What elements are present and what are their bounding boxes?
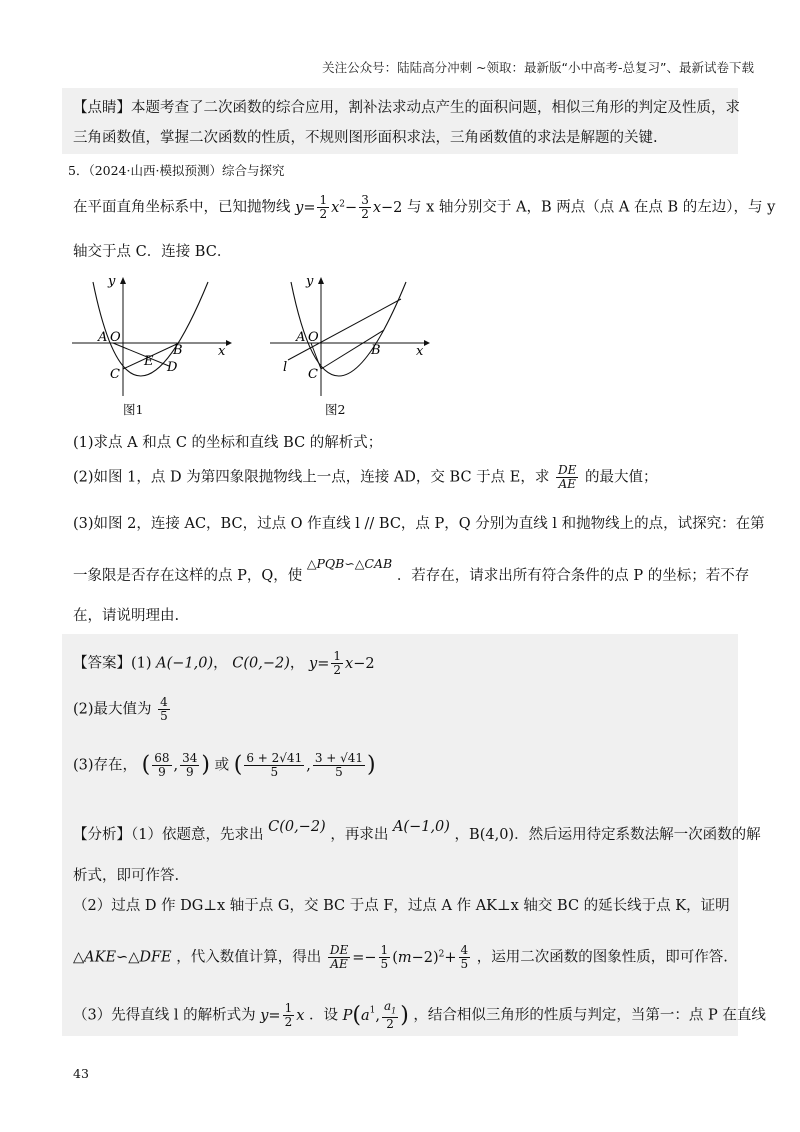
answer-2 xyxy=(73,696,172,723)
fig1-x-arrow xyxy=(226,340,232,346)
fig1-label-e: E xyxy=(144,354,154,369)
answer-2-label: (2)最大值为 xyxy=(73,701,152,718)
fig2-label-x: x xyxy=(416,344,424,359)
answer-p1-x-den: 9 xyxy=(158,765,166,779)
figure-2 xyxy=(266,270,436,400)
fig2-label-l: l xyxy=(283,360,288,375)
problem-intro xyxy=(73,194,775,221)
fig2-y-arrow xyxy=(318,277,324,284)
fig1-line-ad xyxy=(113,343,169,366)
analysis-2-line-1: （2）过点 D 作 DG⊥x 轴于点 G，交 BC 于点 F，过点 A 作 AK⊥x 轴交 BC 的延长线于点 K，证明 xyxy=(73,898,730,914)
answer-or: 或 xyxy=(214,757,230,774)
q2-frac-numerator: DE xyxy=(557,463,577,477)
fig2-label-o: O xyxy=(308,330,319,345)
fig1-label-a: A xyxy=(98,330,108,345)
analysis-point-c: C(0,−2) xyxy=(268,819,326,835)
page-number: 43 xyxy=(73,1066,89,1081)
parabola-formula: y= $\frac{1}{2}$ $x^2-$ $\frac{3}{2}$ x−2 xyxy=(295,193,403,221)
q3-line2-post: ．若存在，请求出所有符合条件的点 P 的坐标；若不存 xyxy=(396,568,750,584)
problem-intro-line2: 轴交于点 C．连接 BC． xyxy=(73,244,232,260)
question-1: (1)求点 A 和点 C 的坐标和直线 BC 的解析式； xyxy=(73,435,383,451)
comment-line-1: 【点睛】本题考查了二次函数的综合应用，割补法求动点产生的面积问题，相似三角形的判定及性质，求 xyxy=(73,100,740,116)
analysis-point-a: A(−1,0) xyxy=(392,819,450,835)
analysis-2-formula: $\frac{DE}{AE}$ =− $\frac{1}{5}$ $(m-2)^2+$ $\frac{4}{5}$ xyxy=(329,943,469,971)
answer-3-label: (3)存在， xyxy=(73,757,138,774)
analysis-2-line-2 xyxy=(73,944,728,971)
fig1-label-o: O xyxy=(110,330,121,345)
intro-pre: 在平面直角坐标系中，已知抛物线 xyxy=(73,199,291,216)
fig2-x-arrow xyxy=(424,340,430,346)
answer-p2-y-num: 3 + √41 xyxy=(314,751,364,765)
q2-fraction xyxy=(556,464,578,491)
fig1-label-c: C xyxy=(110,367,120,382)
fig1-label-y: y xyxy=(108,274,116,289)
answer-3: (3)存在， ( $\frac{68}{9}$ , $\frac{34}{9}$ ) 或 ( $\frac{6 + 2√41}{5}$ , $\frac{3 + √41}{5}$ ) xyxy=(73,751,376,779)
analysis-point-p: $P(a^1$, $\frac{a_1}{2}$ ) xyxy=(342,999,409,1032)
fig1-y-arrow xyxy=(120,277,126,284)
fig2-label-c: C xyxy=(308,367,318,382)
answer-point-c: C(0,−2) xyxy=(232,655,290,672)
analysis-3-pre: （3）先得直线 l 的解析式为 xyxy=(73,1007,256,1024)
q2-pre: (2)如图 1，点 D 为第四象限抛物线上一点，连接 AD，交 BC 于点 E，求 xyxy=(73,469,550,486)
analysis-1 xyxy=(73,819,761,845)
question-3-line-1: (3)如图 2，连接 AC，BC，过点 O 作直线 l // BC，点 P，Q 分别为直线 l 和抛物线上的点，试探究：在第 xyxy=(73,516,765,532)
fig1-label-x: x xyxy=(218,344,226,359)
analysis-similarity: △AKE∽△DFE xyxy=(73,949,172,966)
analysis-2-mid: ，代入数值计算，得出 xyxy=(176,949,322,966)
q3-line2-pre: 一象限是否存在这样的点 P，Q，使 xyxy=(73,568,303,584)
answer-point-a: A(−1,0) xyxy=(156,655,214,672)
fig1-label-b: B xyxy=(173,343,183,358)
q2-post: 的最大值； xyxy=(584,469,658,486)
answer-line-bc: y= $\frac{1}{2}$ x−2 xyxy=(309,649,375,677)
question-2 xyxy=(73,464,657,491)
fig2-label-a: A xyxy=(296,330,306,345)
analysis-3 xyxy=(73,1000,766,1031)
answer-p1-y-den: 9 xyxy=(185,765,194,779)
question-3-line-2 xyxy=(73,556,750,586)
answer-p1-y-num: 34 xyxy=(182,751,198,765)
fig2-label-y: y xyxy=(306,274,314,289)
analysis-2-post: ，运用二次函数的图象性质，即可作答. xyxy=(476,949,728,966)
answer-p2-x-den: 5 xyxy=(270,765,279,779)
page-header: 关注公众号：陆陆高分冲刺 ~领取：最新版“小中高考-总复习”、最新试卷下载 xyxy=(322,60,754,75)
analysis-1-mid: ，再求出 xyxy=(330,827,389,843)
problem-title: 5．（2024·山西·模拟预测）综合与探究 xyxy=(68,163,285,178)
question-3-line-3: 在，请说明理由. xyxy=(73,608,180,624)
q2-frac-denominator: AE xyxy=(558,477,576,491)
analysis-1-line-2: 析式，即可作答. xyxy=(73,868,180,884)
fig2-parabola xyxy=(291,282,406,376)
intro-post: 与 x 轴分别交于 A，B 两点（点 A 在点 B 的左边），与 y xyxy=(407,199,776,216)
answer-2-numerator: 4 xyxy=(160,695,168,709)
figure-2-caption: 图2 xyxy=(325,402,346,417)
answer-2-fraction xyxy=(158,696,170,723)
fig2-line-ac xyxy=(311,343,321,369)
answer-1-label: 【答案】(1) xyxy=(73,655,152,672)
answer-p2-x-num: 6 + 2√41 xyxy=(246,751,303,765)
q3-similarity: △PQB∽△CAB xyxy=(306,556,393,571)
answer-p1-x-num: 68 xyxy=(154,751,170,765)
analysis-1-pre: 【分析】（1）依题意，先求出 xyxy=(73,827,264,843)
answer-2-denominator: 5 xyxy=(160,709,168,723)
analysis-3-post: ，结合相似三角形的性质与判定，当第一：点 P 在直线 xyxy=(413,1007,766,1024)
analysis-line-l: y= $\frac{1}{2}$ x xyxy=(260,1001,305,1030)
comment-line-2: 三角函数值，掌握二次函数的性质，不规则图形面积求法，三角函数值的求法是解题的关键. xyxy=(73,130,658,146)
answer-p2-y-den: 5 xyxy=(335,765,343,779)
fig1-label-d: D xyxy=(167,360,178,375)
figure-1-caption: 图1 xyxy=(123,402,144,417)
figure-1 xyxy=(68,270,238,400)
fig2-label-b: B xyxy=(371,343,381,358)
analysis-3-mid: ．设 xyxy=(309,1007,338,1024)
answer-1: 【答案】(1) A(−1,0)， C(0,−2)， y= $\frac{1}{2}$ x−2 xyxy=(73,649,375,677)
analysis-1-b: ，B(4,0)．然后运用待定系数法解一次函数的解 xyxy=(454,827,761,843)
